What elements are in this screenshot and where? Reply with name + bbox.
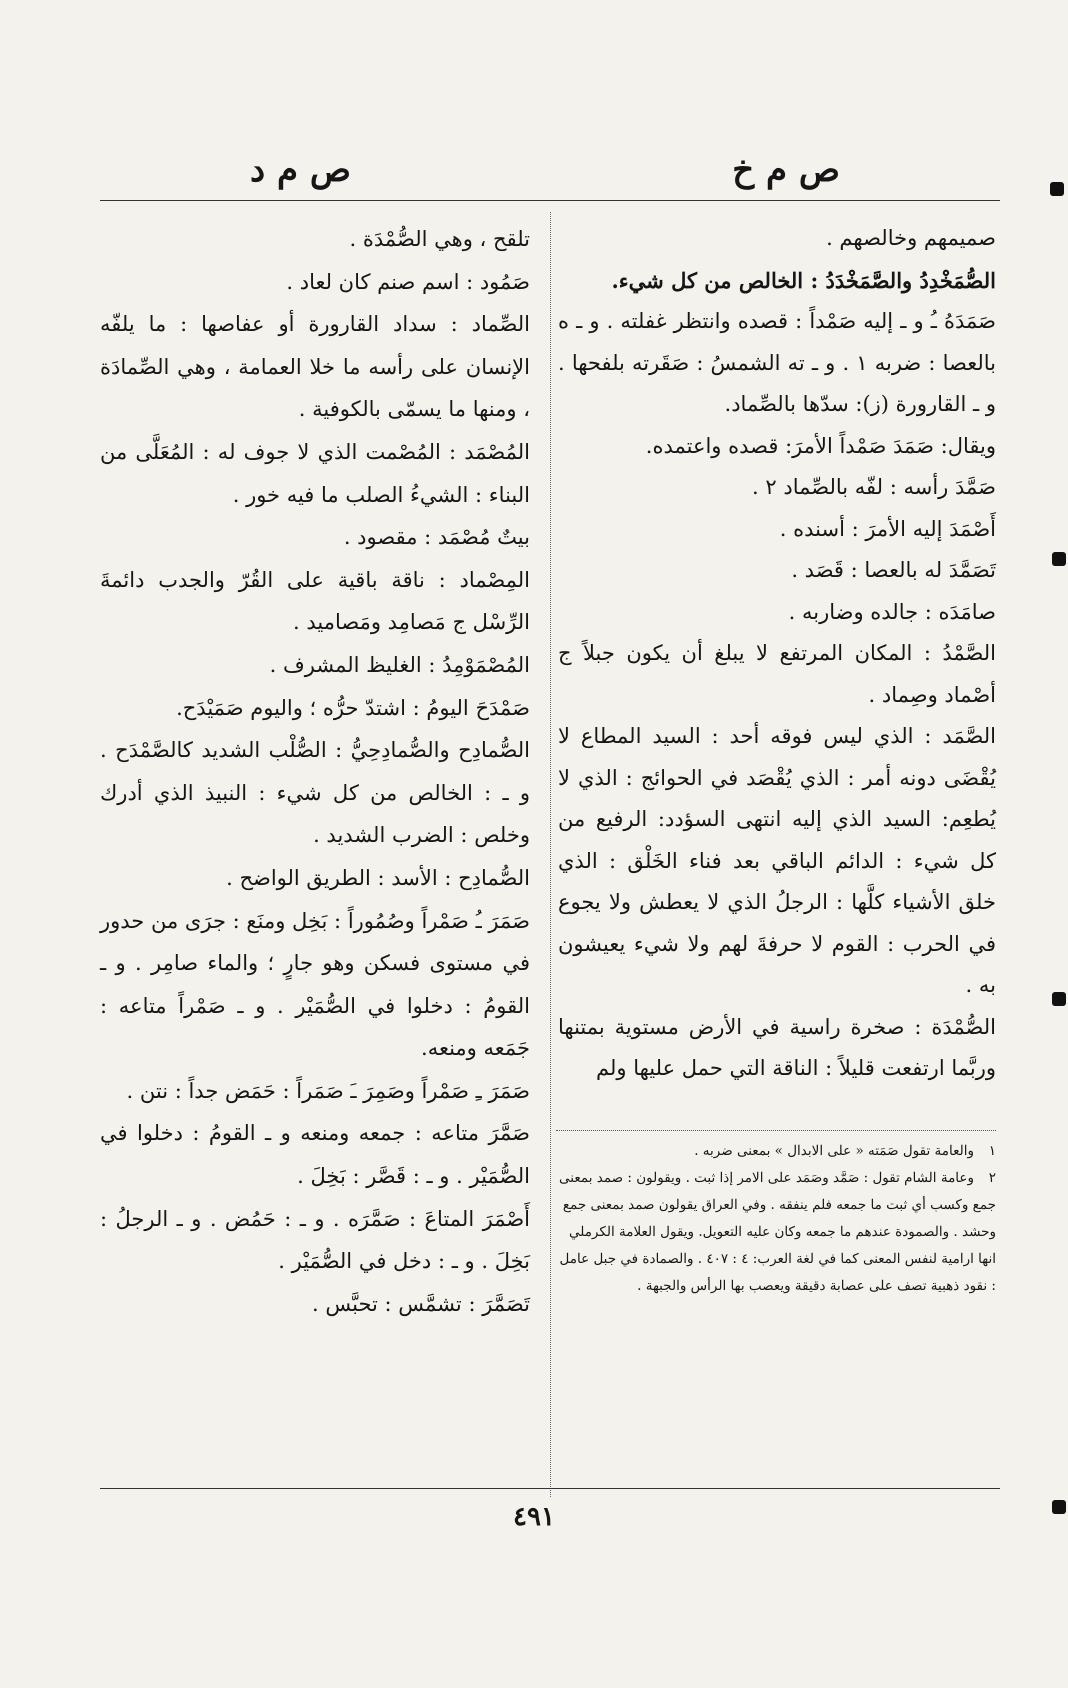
entry: صَمَّرَ متاعه : جمعه ومنعه و ـ القومُ : دخلوا في الصُّمَيْر . و ـ : قَصَّر : بَخِلَ . xyxy=(100,1121,530,1189)
footnote-text: وعامة الشام تقول : صَمَّد وصَمَد على الامر إذا ثبت . ويقولون : صمد بمعنى جمع وكسب أي ثبت ما جمعه فلم ينفقه . وفي العراق يقولون صمد بمعنى جمع وحشد . والصمودة عندهم ما جمعه وكان عليه التعويل. ويقول العلامة الكرملي انها ارامية لنفس المعنى كما في لغة العرب: ٤ : ٤٠٧ . والصمادة في جبل عامل : نقود ذهبية تصف على عصابة دقيقة ويعصب بها الرأس والجبهة . xyxy=(559,1170,996,1294)
entry: صَمْدَحَ اليومُ : اشتدّ حرُّه ؛ واليوم صَمَيْدَح. xyxy=(176,695,530,720)
entry: الصُّمادِح : الأسد : الطريق الواضح . xyxy=(226,865,530,890)
column-divider xyxy=(550,212,551,1497)
footnote-divider xyxy=(556,1130,996,1131)
scan-edge-mark xyxy=(1052,1500,1066,1514)
entry: الصَّمْدُ : المكان المرتفع لا يبلغ أن يكون جبلاً ج أصْماد وصِماد . xyxy=(558,641,996,707)
entry: ويقال: صَمَدَ صَمْداً الأمرَ: قصده واعتمده. xyxy=(645,433,996,458)
footnotes xyxy=(556,1138,996,1300)
entry: بيتٌ مُصْمَد : مقصود . xyxy=(343,525,530,550)
footnote-text: والعامة تقول صَمَته « على الابدال » بمعنى ضربه . xyxy=(694,1143,974,1159)
entry: صَمَّدَ رأسه : لفّه بالصِّماد ٢ . xyxy=(752,475,996,499)
header-root-right: ص م خ xyxy=(732,150,840,190)
scan-edge-mark xyxy=(1052,552,1066,566)
scan-edge-mark xyxy=(1050,182,1064,196)
scan-edge-mark xyxy=(1052,992,1066,1006)
entry: أَصْمَدَ إليه الأمرَ : أسنده . xyxy=(779,516,996,541)
entry: صَمَرَ ـُ صَمْراً وصُمُوراً : بَخِل ومنَع : جرَى من حدور في مستوى فسكن وهو جارٍ ؛ والماء صامِر . و ـ القومُ : دخلوا في الصُّمَيْر . و ـ صَمْراً متاعه : جَمَعه ومنعه. xyxy=(100,908,530,1061)
entry: الصِّماد : سداد القارورة أو عفاصها : ما يلفّه الإنسان على رأسه ما خلا العمامة ، وهي الصِّمادَة ، ومنها ما يسمّى بالكوفية . xyxy=(100,312,530,422)
entry: المِصْماد : ناقة باقية على القُرّ والجدب دائمةَ الرِّسْل ج مَصامِد ومَصاميد . xyxy=(100,567,530,635)
entry: تَصَمَّرَ : تشمَّس : تحبَّس . xyxy=(312,1291,530,1316)
entry: الصَّمَد : الذي ليس فوقه أحد : السيد المطاع لا يُقْضَى دونه أمر : الذي يُقْصَد في الحوائج : الذي لا يُطعِم: السيد الذي إليه انتهى السؤدد: الرفيع من كل شيء : الدائم الباقي بعد فناء الخَلْق : الذي خلق الأشياء كلَّها : الرجلُ الذي لا يعطش ولا يجوع في الحرب : القوم لا حرفةَ لهم ولا شيء يعيشون به . xyxy=(558,724,996,997)
entry: تلقح ، وهي الصُّمْدَة . xyxy=(349,227,530,251)
entry: الصُّمادِح والصُّمادِحِيُّ : الصُّلْب الشديد كالصَّمْدَح . و ـ : الخالص من كل شيء : النبيذ الذي أدرك وخلص : الضرب الشديد . xyxy=(100,738,530,848)
entry: المُصْمَوْمِدُ : الغليظ المشرف . xyxy=(269,652,530,677)
footnote-number: ٢ xyxy=(988,1170,996,1186)
header-root-left: ص م د xyxy=(250,150,351,190)
entry: تَصَمَّدَ له بالعصا : قَصَد . xyxy=(791,558,996,582)
right-column xyxy=(558,218,996,1090)
entry: الصُّمْدَة : صخرة راسية في الأرض مستوية بمتنها وربَّما ارتفعت قليلاً : الناقة التي حمل عليها ولم xyxy=(558,1014,996,1080)
entry: الصُّمَخْدِدُ والصَّمَخْدَدُ : الخالص من كل شيء. xyxy=(611,267,996,293)
entry: أَصْمَرَ المتاعَ : صَمَّرَه . و ـ : حَمُض . و ـ الرجلُ : بَخِلَ . و ـ : دخل في الصُّمَيْر . xyxy=(100,1206,530,1274)
entry: صَمَرَ ـِ صَمْراً وصَمِرَ ـَ صَمَراً : حَمَض جداً : نتن . xyxy=(126,1078,530,1103)
entry: صَمَدَهُ ـُ و ـ إليه صَمْداً : قصده وانتظر غفلته . و ـ ه بالعصا : ضربه ١ . و ـ ته الشمسُ : صَقَرته بلفحها . و ـ القارورة (ز): سدّها بالصِّماد. xyxy=(558,309,996,416)
entry: المُصْمَد : المُصْمت الذي لا جوف له : المُعَلَّى من البناء : الشيءُ الصلب ما فيه خور . xyxy=(100,439,530,507)
page-header xyxy=(100,150,1000,198)
entry: صامَدَه : جالده وضاربه . xyxy=(788,599,996,624)
page-number: ٤٩١ xyxy=(513,1502,555,1532)
entry: صَمُود : اسم صنم كان لعاد . xyxy=(286,269,530,294)
entry: صميمهم وخالصهم . xyxy=(826,226,996,250)
footnote xyxy=(556,1165,996,1300)
footer-divider xyxy=(100,1488,1000,1489)
footnote-number: ١ xyxy=(988,1143,996,1159)
header-divider xyxy=(100,200,1000,201)
footnote xyxy=(556,1138,996,1165)
left-column xyxy=(100,218,530,1325)
